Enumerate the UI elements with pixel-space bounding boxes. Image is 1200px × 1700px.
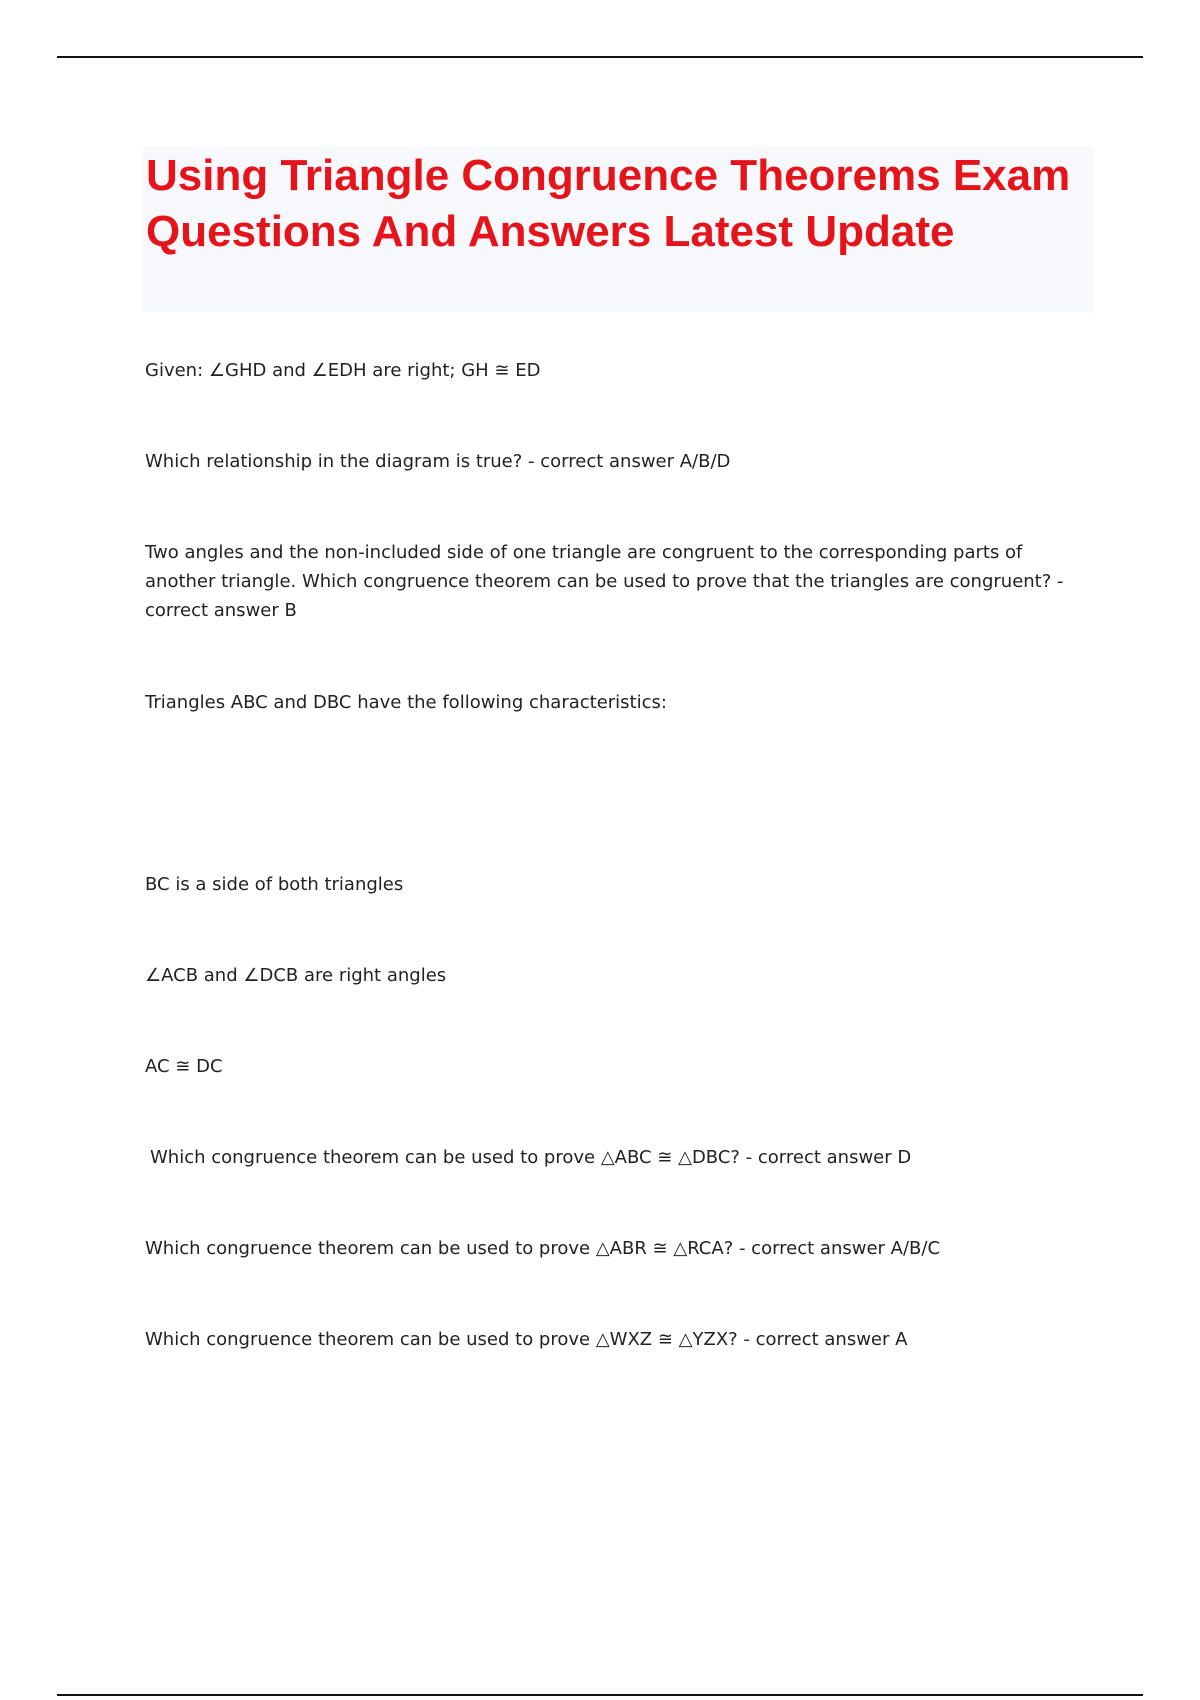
paragraph-question-wxz-yzx: Which congruence theorem can be used to prove △WXZ ≅ △YZX? - correct answer A: [145, 1329, 908, 1350]
paragraph-right-angles: ∠ACB and ∠DCB are right angles: [145, 965, 447, 986]
paragraph-question-abr-rca: Which congruence theorem can be used to prove △ABR ≅ △RCA? - correct answer A/B/C: [145, 1238, 941, 1259]
paragraph-question-relationship: Which relationship in the diagram is true? - correct answer A/B/D: [145, 451, 731, 472]
paragraph-ac-dc: AC ≅ DC: [145, 1056, 223, 1077]
footer-rule: [57, 1694, 1143, 1696]
paragraph-bc-side: BC is a side of both triangles: [145, 874, 404, 895]
paragraph-given: Given: ∠GHD and ∠EDH are right; GH ≅ ED: [145, 360, 541, 381]
header-rule: [57, 56, 1143, 58]
paragraph-question-aas: Two angles and the non-included side of one triangle are congruent to the corresponding parts of another triangle. Which congruence theorem can be used to prove that the triangles are congruent? - correct answer B: [145, 542, 1064, 621]
paragraph-question-abc-dbc: Which congruence theorem can be used to prove △ABC ≅ △DBC? - correct answer D: [150, 1147, 912, 1168]
document-title: Using Triangle Congruence Theorems Exam Questions And Answers Latest Update: [146, 151, 1071, 256]
paragraph-triangles-characteristics: Triangles ABC and DBC have the following characteristics:: [145, 692, 667, 713]
title-block: [143, 146, 1093, 312]
